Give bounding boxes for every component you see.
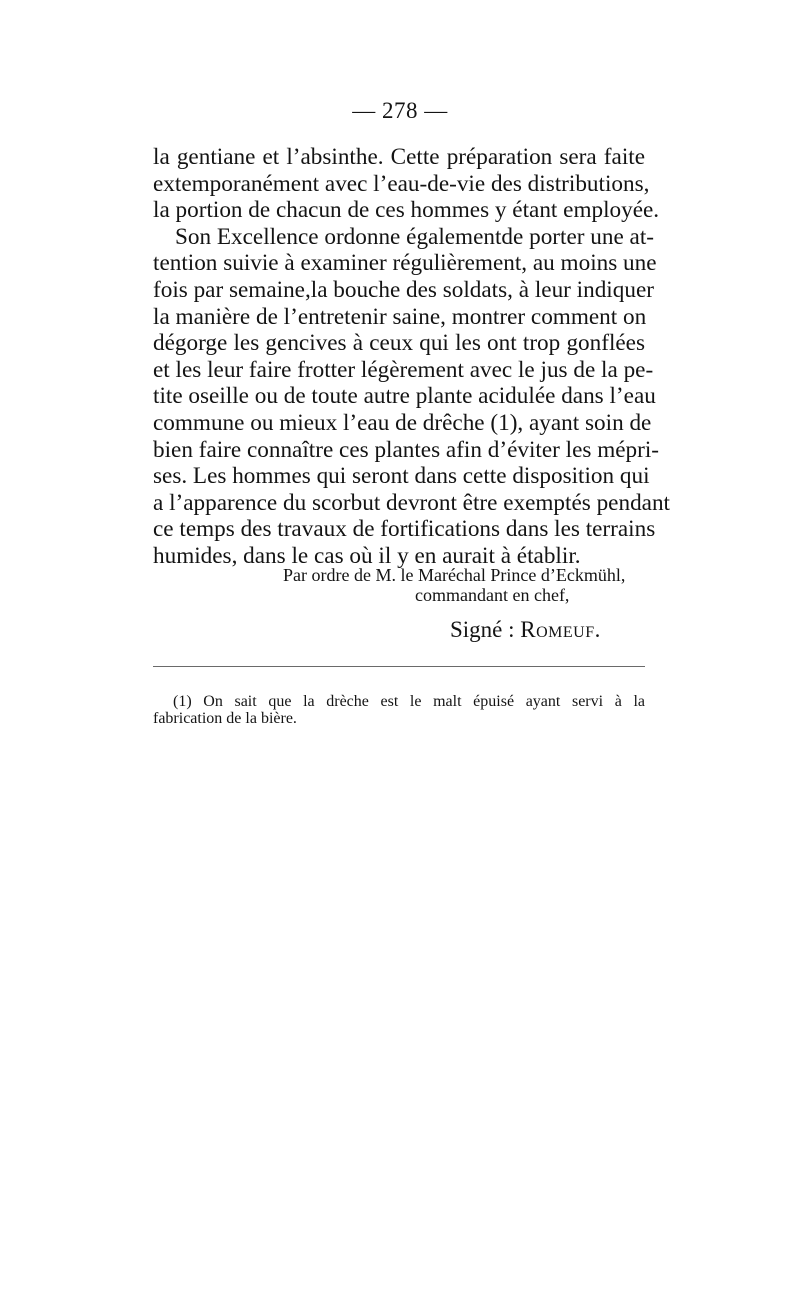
text-line: la gentiane et l’absinthe. Cette préparation sera faite [153,144,645,170]
footnote-divider [153,666,645,667]
signature-line [153,617,645,643]
text-line: tention suivie à examiner régulièrement, au moins une [153,250,657,277]
text-line: ce temps des travaux de fortifications dans les terrains [153,516,656,543]
footnote-line: (1) On sait que la drèche est le malt épuisé ayant servi à la [173,693,645,710]
text-line: et les leur faire frotter légèrement avec le jus de la pe- [153,356,654,383]
text-line: commune ou mieux l’eau de drêche (1), ayant soin de [153,409,652,436]
text-line: a l’apparence du scorbut devront être exemptés pendant [153,489,670,516]
signatory-name: Romeuf. [520,617,601,642]
text-line: dégorge les gencives à ceux qui les ont trop gonflées [153,330,645,357]
text-line: ses. Les hommes qui seront dans cette disposition qui [153,463,650,490]
signature-block [153,565,645,643]
footnote-line: fabrication de la bière. [153,710,297,727]
page-number: — 278 — [352,98,448,123]
body-text [153,144,670,570]
text-line: humides, dans le cas où il y en aurait à établir. [153,542,581,569]
text-line: Son Excellence ordonne égalementde porter une at- [175,223,655,250]
signed-label: Signé : [450,617,515,642]
footnote [153,693,645,727]
commander-title: commandant en chef, [415,585,570,605]
text-line: la manière de l’entretenir saine, montrer comment on [153,303,647,330]
text-line: fois par semaine,la bouche des soldats, à leur indiquer [153,276,654,303]
text-line: tite oseille ou de toute autre plante acidulée dans l’eau [153,383,656,410]
order-attribution: Par ordre de M. le Maréchal Prince d’Eckmühl, [283,565,626,585]
text-line: bien faire connaître ces plantes afin d’éviter les mépri- [153,436,660,463]
text-line: extemporanément avec l’eau-de-vie des distributions, [153,170,650,197]
text-line: la portion de chacun de ces hommes y étant employée. [153,197,660,224]
